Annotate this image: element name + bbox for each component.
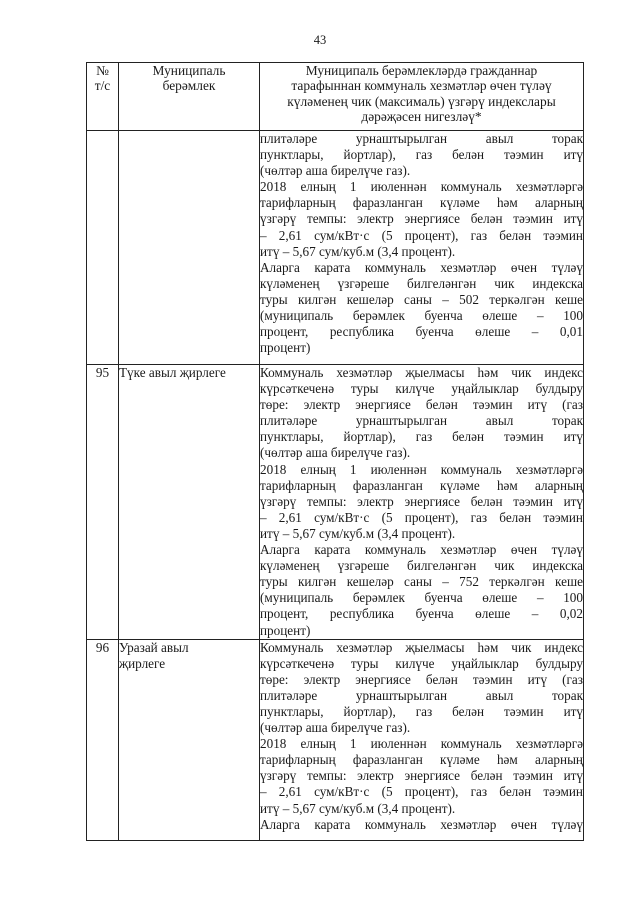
description-line: Аларга карата коммуналь хезмәтләр өчен түләү — [260, 816, 583, 832]
description-line: – 2,61 сум/кВт·с (5 процент), газ белән тәэмин — [260, 227, 583, 243]
description-line: пунктлары, йортлар), газ белән тәэмин итү — [260, 147, 583, 163]
description-line: үзгәрү темпы: электр энергиясе белән тәэмин итү — [260, 211, 583, 227]
description-line: (чөлтәр аша бирелүче газ). — [260, 720, 411, 736]
description-line: плитәләре урнаштырылган авыл торак — [260, 131, 583, 146]
description-line: (чөлтәр аша бирелүче газ). — [260, 445, 411, 461]
row-description — [260, 365, 584, 640]
header-description-line: Муниципаль берәмлекләрдә гражданнар — [305, 63, 538, 78]
row-municipality — [119, 131, 260, 365]
description-line: туры килгән кешеләр саны – 502 теркәлгән кеше — [260, 291, 583, 307]
description-line: күләменең үзгәреше билгеләнгән чик индекска — [260, 275, 583, 291]
description-line: плитәләре урнаштырылган авыл торак — [260, 687, 583, 703]
municipality-name-line: Түке авыл җирлеге — [119, 365, 226, 380]
header-description-line: тарафыннан коммуналь хезмәтләр өчен түләү — [291, 78, 552, 94]
description-line: тарифларның фаразланган күләме һәм аларның — [260, 752, 583, 768]
row-municipality — [119, 639, 260, 840]
description-line: (чөлтәр аша бирелүче газ). — [260, 163, 411, 179]
table-header-row — [87, 63, 584, 131]
description-line: плитәләре урнаштырылган авыл торак — [260, 413, 583, 429]
description-line: процент, республика буенча өлеше – 0,02 — [260, 606, 583, 622]
municipality-name-line: җирлеге — [119, 655, 166, 671]
description-line: итү – 5,67 сум/куб.м (3,4 процент). — [260, 525, 456, 541]
description-line: Аларга карата коммуналь хезмәтләр өчен түләү — [260, 542, 583, 558]
description-line: итү – 5,67 сум/куб.м (3,4 процент). — [260, 800, 456, 816]
header-municipality-line: берәмлек — [162, 78, 216, 93]
description-line: күрсәткеченә туры килүче уңайлыклар булдыру — [260, 381, 583, 397]
header-number-line: т/с — [94, 78, 111, 93]
row-number — [87, 131, 119, 365]
header-number — [87, 63, 119, 131]
row-municipality — [119, 365, 260, 640]
description-line: үзгәрү темпы: электр энергиясе белән тәэмин итү — [260, 493, 583, 509]
description-line: 2018 елның 1 июленнән коммуналь хезмәтләргә — [260, 179, 583, 195]
description-line: – 2,61 сум/кВт·с (5 процент), газ белән тәэмин — [260, 509, 583, 525]
header-description-line: дәрәҗәсен нигезләү* — [361, 109, 482, 125]
header-description-line: күләменең чик (максималь) үзгәрү индекслары — [287, 93, 556, 109]
header-municipality-line: Муниципаль — [152, 63, 226, 78]
description-line: туры килгән кешеләр саны – 752 теркәлгән кеше — [260, 574, 583, 590]
description-line: күләменең үзгәреше билгеләнгән чик индекска — [260, 558, 583, 574]
page-number: 43 — [313, 33, 327, 47]
description-line: процент) — [260, 340, 311, 356]
description-line: Коммуналь хезмәтләр җыелмасы һәм чик индекс — [260, 639, 583, 655]
table-row — [87, 131, 584, 365]
description-line: үзгәрү темпы: электр энергиясе белән тәэмин итү — [260, 768, 583, 784]
description-line: күрсәткеченә туры килүче уңайлыклар булдыру — [260, 655, 583, 671]
description-line: төре: электр энергиясе белән тәэмин итү (газ — [260, 397, 583, 413]
municipal-index-table — [86, 62, 584, 841]
description-line: төре: электр энергиясе белән тәэмин итү (газ — [260, 671, 583, 687]
description-line: 2018 елның 1 июленнән коммуналь хезмәтләргә — [260, 736, 583, 752]
description-line: процент) — [260, 622, 311, 638]
description-line: Коммуналь хезмәтләр җыелмасы һәм чик индекс — [260, 365, 583, 380]
description-line: пунктлары, йортлар), газ белән тәэмин итү — [260, 429, 583, 445]
description-line: процент, республика буенча өлеше – 0,01 — [260, 324, 583, 340]
description-line: итү – 5,67 сум/куб.м (3,4 процент). — [260, 243, 456, 259]
row-number: 95 — [87, 365, 119, 640]
description-line: тарифларның фаразланган күләме һәм аларның — [260, 477, 583, 493]
description-line: (муниципаль берәмлек буенча өлеше – 100 — [260, 590, 583, 606]
row-number: 96 — [87, 639, 119, 840]
header-municipality — [119, 63, 260, 131]
description-line: – 2,61 сум/кВт·с (5 процент), газ белән тәэмин — [260, 784, 583, 800]
description-line: Аларга карата коммуналь хезмәтләр өчен түләү — [260, 259, 583, 275]
municipality-name-line: Уразай авыл — [119, 639, 189, 655]
description-line: тарифларның фаразланган күләме һәм аларның — [260, 195, 583, 211]
header-number-line: № — [96, 63, 109, 78]
row-description — [260, 131, 584, 365]
description-line: пунктлары, йортлар), газ белән тәэмин итү — [260, 703, 583, 719]
table-row — [87, 365, 584, 640]
table-row — [87, 639, 584, 840]
row-description — [260, 639, 584, 840]
header-description — [260, 63, 584, 131]
description-line: (муниципаль берәмлек буенча өлеше – 100 — [260, 308, 583, 324]
description-line: 2018 елның 1 июленнән коммуналь хезмәтләргә — [260, 461, 583, 477]
